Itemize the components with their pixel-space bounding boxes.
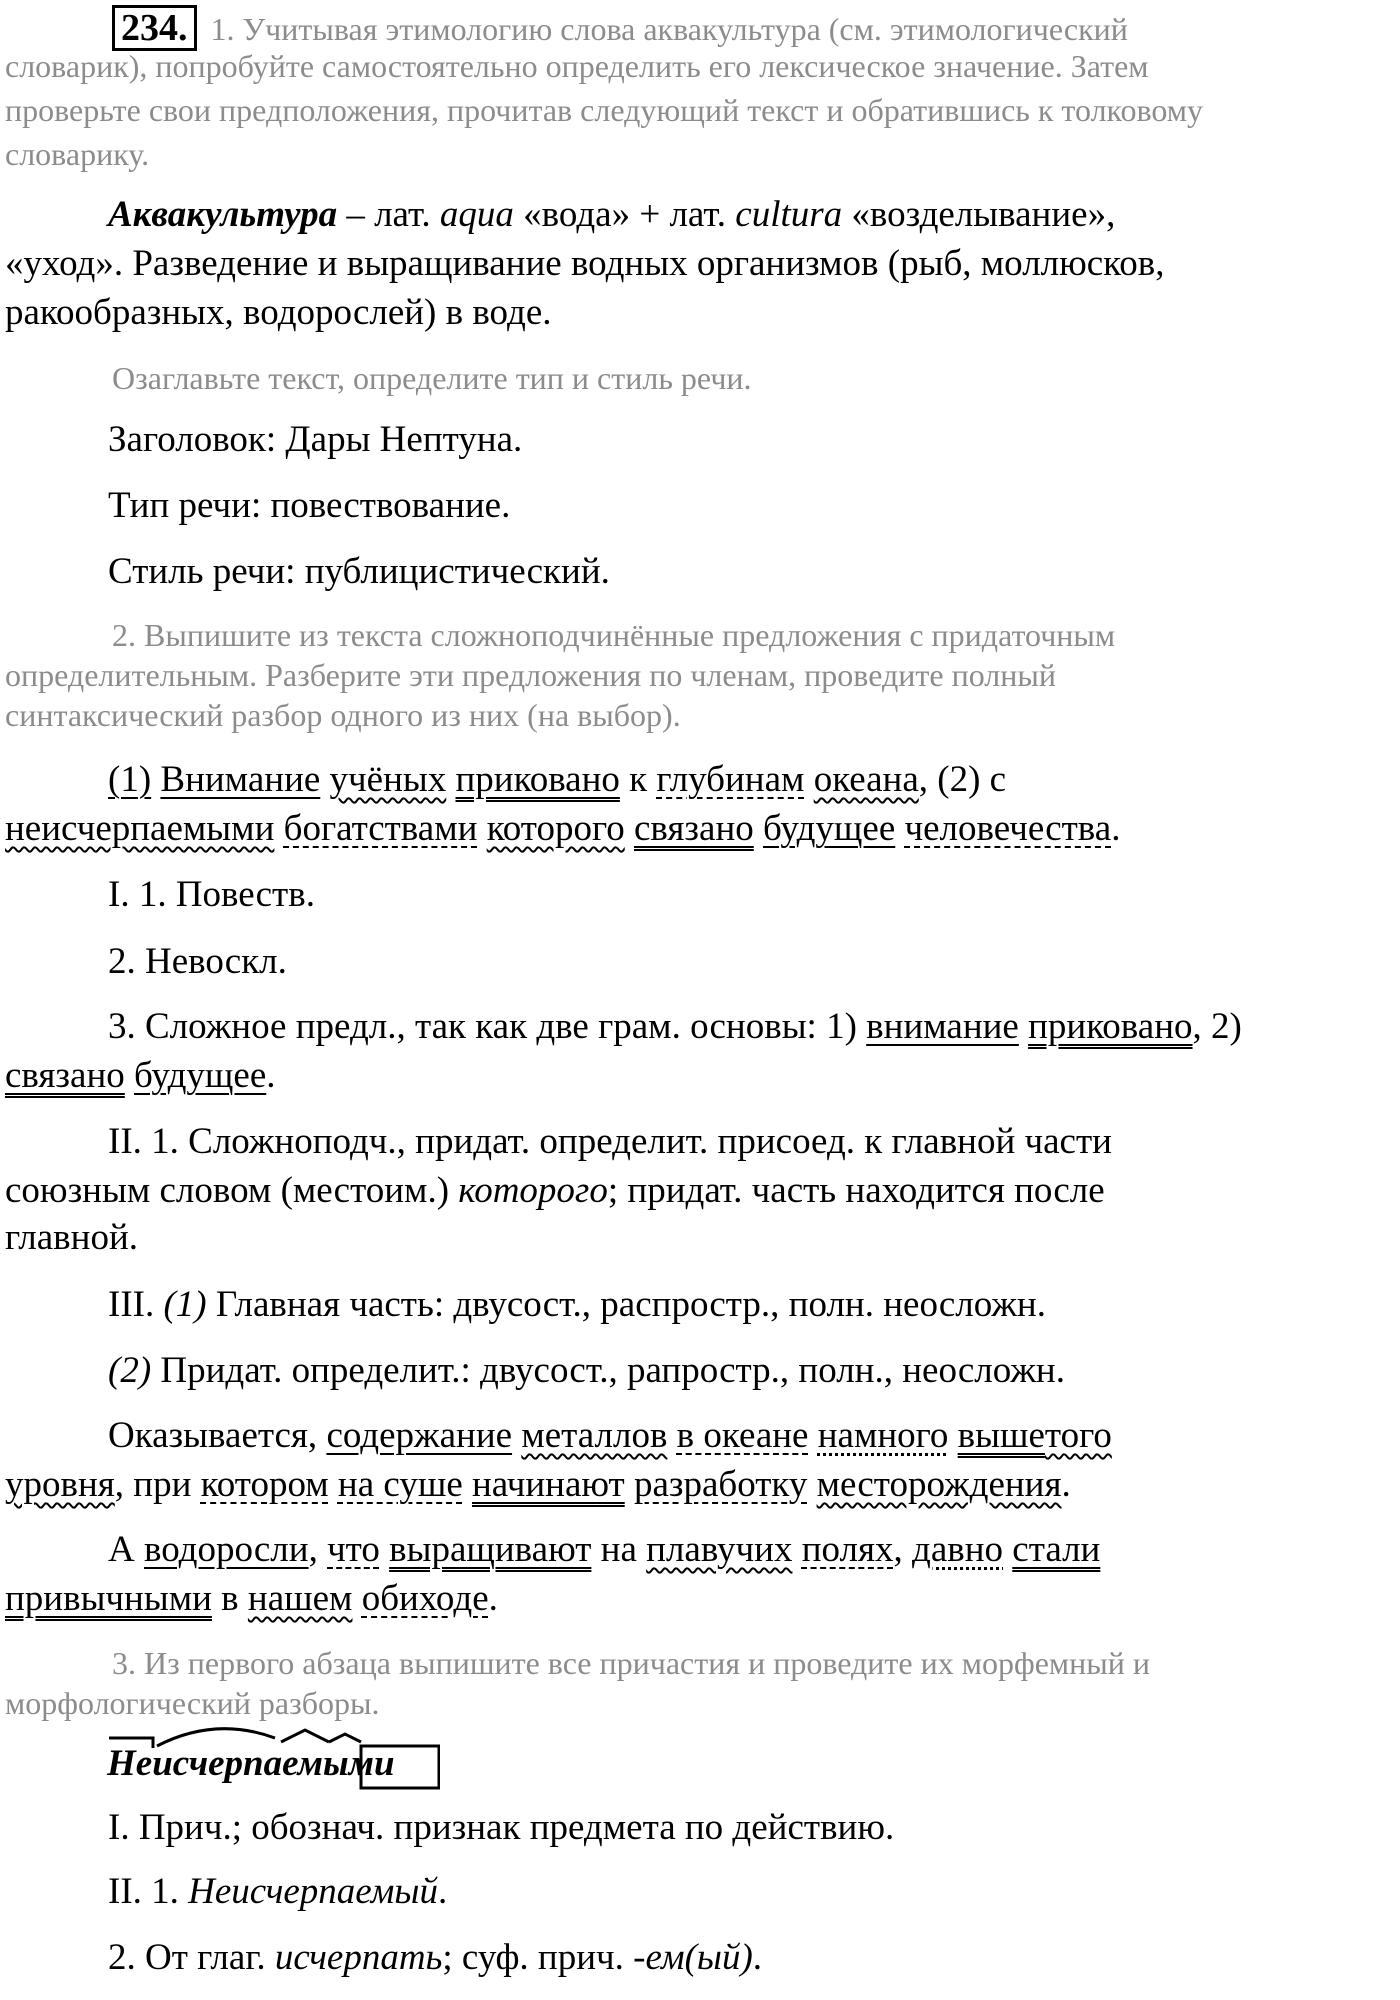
task-2-line-2: определительным. Разберите эти предложения по членам, проведите полный — [5, 657, 1056, 693]
task-1-line-4: словарику. — [5, 136, 150, 172]
analysis-3-line-1: 3. Сложное предл., так как две грам. основы: 1) внимание приковано, 2) — [108, 1006, 1242, 1047]
sentence-2-line-2: уровня, при котором на суше начинают разработку месторождения. — [5, 1464, 1071, 1505]
sentence-3-line-1: А водоросли, что выращивают на плавучих полях, давно стали — [108, 1529, 1101, 1570]
definition-line-3: ракообразных, водорослей) в воде. — [5, 292, 552, 333]
definition-line-2: «уход». Разведение и выращивание водных организмов (рыб, моллюсков, — [5, 243, 1165, 284]
morph-3: 2. От глаг. исчерпать; суф. прич. -ем(ый). — [108, 1937, 763, 1978]
term: Аквакультура — [108, 194, 338, 235]
title-line: Заголовок: Дары Нептуна. — [108, 419, 523, 460]
sentence-3-line-2: привычными в нашем обиходе. — [5, 1578, 498, 1619]
morph-word: Неисчерпаемыми — [107, 1743, 395, 1784]
task-3-line-1: 3. Из первого абзаца выпишите все причастия и проведите их морфемный и — [112, 1645, 1151, 1681]
morpheme-analysis — [105, 1720, 440, 1790]
analysis-3-line-2: связано будущее. — [5, 1055, 276, 1096]
morph-2: II. 1. Неисчерпаемый. — [108, 1871, 448, 1912]
task-2-line-3: синтаксический разбор одного из них (на выбор). — [5, 697, 681, 733]
task-1-line-2: словарик), попробуйте самостоятельно определить его лексическое значение. Затем — [5, 48, 1149, 84]
style-line: Стиль речи: публицистический. — [108, 551, 610, 592]
task-2-line-1: 2. Выпишите из текста сложноподчинённые предложения с придаточным — [112, 617, 1116, 653]
analysis-2: 2. Невоскл. — [108, 941, 287, 982]
subject-word: Внимание — [160, 759, 321, 800]
analysis-5: III. (1) Главная часть: двусост., распростр., полн. неосложн. — [108, 1284, 1046, 1325]
morph-1: I. Прич.; обознач. признак предмета по действию. — [108, 1807, 895, 1848]
sentence-2-line-1: Оказывается, содержание металлов в океане намного вышетого — [108, 1415, 1112, 1456]
analysis-6: (2) Придат. определит.: двусост., рапростр., полн., неосложн. — [108, 1350, 1065, 1391]
sentence-1-line-1: (1) Внимание учёных приковано к глубинам океана, (2) с — [108, 759, 1007, 800]
analysis-4-line-2: союзным словом (местоим.) которого; придат. часть находится после — [5, 1170, 1105, 1211]
task-3-line-2: морфологический разборы. — [5, 1685, 380, 1721]
sentence-1-line-2: неисчерпаемыми богатствами которого связано будущее человечества. — [5, 808, 1121, 849]
exercise-number: 234. — [112, 5, 197, 51]
definition-line-1: Аквакультура – лат. aqua «вода» + лат. cultura «возделывание», — [108, 194, 1116, 235]
analysis-4-line-1: II. 1. Сложноподч., придат. определит. присоед. к главной части — [108, 1121, 1112, 1162]
task-1-line-3: проверьте свои предположения, прочитав следующий текст и обратившись к толковому — [5, 92, 1203, 128]
task-1b: Озаглавьте текст, определите тип и стиль речи. — [112, 360, 752, 396]
predicate-word: приковано — [455, 759, 620, 800]
analysis-4-line-3: главной. — [5, 1217, 139, 1258]
analysis-1: I. 1. Повеств. — [108, 874, 315, 915]
type-line: Тип речи: повествование. — [108, 485, 511, 526]
task-1-line-1: 234. 1. Учитывая этимологию слова аквакультура (см. этимологический — [112, 5, 1128, 51]
